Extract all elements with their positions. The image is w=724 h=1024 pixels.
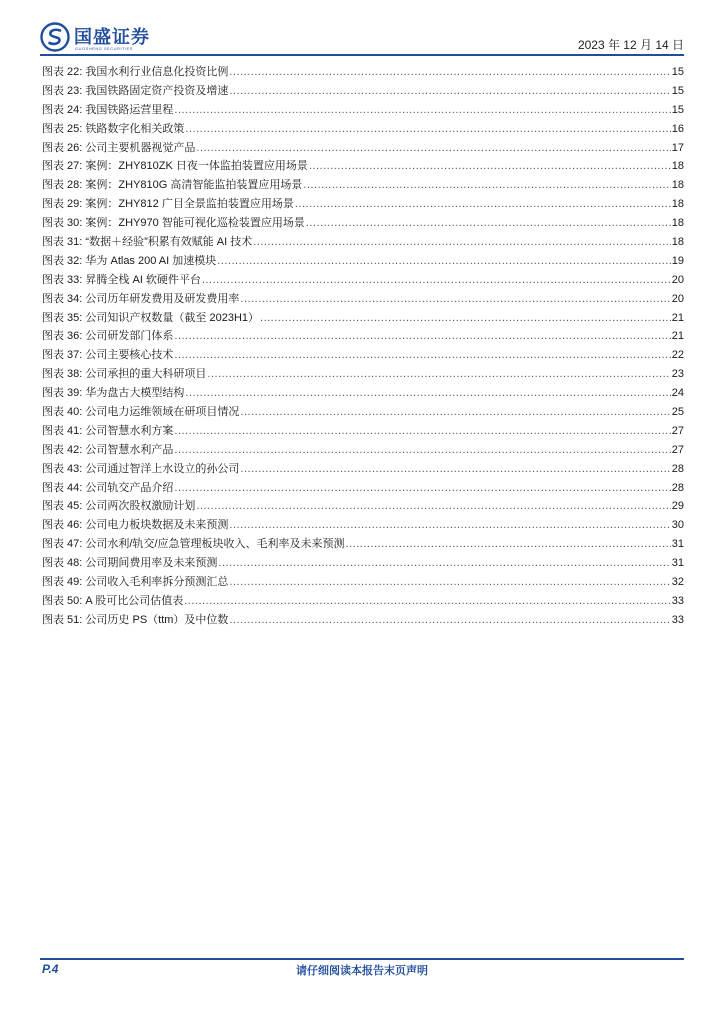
figure-label: 图表 45:	[42, 500, 83, 513]
figure-page-number: 15	[671, 66, 684, 78]
dot-leader	[185, 384, 670, 403]
toc-entry[interactable]	[42, 157, 684, 176]
figure-label: 图表 44:	[42, 481, 83, 494]
figure-title: 我国水利行业信息化投资比例	[85, 66, 229, 78]
toc-entry[interactable]	[42, 422, 684, 441]
figure-page-number: 15	[671, 103, 684, 116]
dot-leader	[229, 611, 670, 630]
dot-leader	[174, 346, 670, 365]
toc-entry[interactable]	[42, 327, 684, 346]
dot-leader	[174, 327, 670, 346]
figure-title: 案例：ZHY812 广目全景监拍装置应用场景	[85, 198, 294, 211]
figure-page-number: 33	[671, 594, 684, 607]
figure-page-number: 22	[671, 349, 684, 362]
figure-page-number: 24	[671, 387, 684, 400]
toc-entry[interactable]	[42, 516, 684, 535]
dot-leader	[218, 554, 670, 573]
figure-page-number: 18	[671, 198, 684, 211]
figure-page-number: 28	[671, 462, 684, 475]
toc-entry[interactable]	[42, 139, 684, 158]
dot-leader	[202, 271, 671, 290]
brand-name-en: GUOSHENG SECURITIES	[75, 46, 133, 51]
figure-label: 图表 22:	[42, 66, 83, 78]
dot-leader	[303, 176, 670, 195]
dot-leader	[174, 101, 670, 120]
figure-label: 图表 39:	[42, 387, 83, 400]
figure-page-number: 18	[671, 160, 684, 173]
figure-title: 公司两次股权激励计划	[85, 500, 196, 513]
figure-page-number: 29	[671, 500, 684, 513]
figure-title: 华为 Atlas 200 AI 加速模块	[85, 254, 217, 267]
figure-page-number: 27	[671, 443, 684, 456]
toc-entry[interactable]	[42, 176, 684, 195]
dot-leader	[295, 195, 671, 214]
toc-entry[interactable]	[42, 479, 684, 498]
toc-entry[interactable]	[42, 101, 684, 120]
toc-entry[interactable]	[42, 346, 684, 365]
footer-rule	[40, 958, 684, 960]
figure-list	[42, 63, 684, 630]
figure-title: 案例：ZHY810ZK 日夜一体监拍装置应用场景	[85, 160, 308, 173]
dot-leader	[196, 139, 670, 158]
figure-title: 华为盘古大模型结构	[85, 387, 185, 400]
figure-page-number: 15	[671, 84, 684, 97]
figure-page-number: 17	[671, 141, 684, 154]
figure-title: A 股可比公司估值表	[85, 594, 184, 607]
figure-label: 图表 27:	[42, 160, 83, 173]
figure-title: 我国铁路固定资产投资及增速	[85, 84, 229, 97]
figure-label: 图表 40:	[42, 406, 83, 419]
figure-page-number: 20	[671, 292, 684, 305]
figure-page-number: 28	[671, 481, 684, 494]
figure-title: 公司轨交产品介绍	[85, 481, 174, 494]
figure-page-number: 21	[671, 311, 684, 324]
toc-entry[interactable]	[42, 120, 684, 139]
figure-title: 公司电力板块数据及未来预测	[85, 519, 229, 532]
figure-page-number: 32	[671, 576, 684, 589]
figure-title: 公司研发部门体系	[85, 330, 174, 343]
toc-entry[interactable]	[42, 497, 684, 516]
dot-leader	[196, 497, 670, 516]
figure-label: 图表 25:	[42, 122, 83, 135]
figure-label: 图表 33:	[42, 273, 83, 286]
header-rule	[40, 54, 684, 56]
figure-page-number: 21	[671, 330, 684, 343]
figure-page-number: 18	[671, 179, 684, 192]
toc-entry[interactable]	[42, 554, 684, 573]
toc-entry[interactable]	[42, 592, 684, 611]
figure-title: 公司水利/轨交/应急管理板块收入、毛利率及未来预测	[85, 538, 345, 551]
toc-entry[interactable]	[42, 195, 684, 214]
dot-leader	[240, 403, 670, 422]
toc-entry[interactable]	[42, 271, 684, 290]
brand-logo	[40, 22, 160, 52]
toc-entry[interactable]	[42, 252, 684, 271]
figure-label: 图表 50:	[42, 594, 83, 607]
toc-entry[interactable]	[42, 233, 684, 252]
figure-label: 图表 49:	[42, 576, 83, 589]
figure-label: 图表 42:	[42, 443, 83, 456]
toc-entry[interactable]	[42, 63, 684, 82]
dot-leader	[306, 214, 671, 233]
figure-label: 图表 36:	[42, 330, 83, 343]
toc-entry[interactable]	[42, 290, 684, 309]
dot-leader	[229, 82, 670, 101]
toc-entry[interactable]	[42, 460, 684, 479]
dot-leader	[207, 365, 670, 384]
figure-label: 图表 32:	[42, 254, 83, 267]
dot-leader	[185, 120, 670, 139]
toc-entry[interactable]	[42, 384, 684, 403]
figure-title: 我国铁路运营里程	[85, 103, 174, 116]
brand-name: 国盛证券	[74, 27, 150, 47]
guosheng-logo-icon	[40, 22, 70, 52]
toc-entry[interactable]	[42, 441, 684, 460]
figure-page-number: 16	[671, 122, 684, 135]
figure-title: 公司主要机器视觉产品	[85, 141, 196, 154]
figure-label: 图表 41:	[42, 424, 83, 437]
toc-entry[interactable]	[42, 573, 684, 592]
figure-title: 公司主要核心技术	[85, 349, 174, 362]
toc-entry[interactable]	[42, 403, 684, 422]
figure-title: 公司期间费用率及未来预测	[85, 557, 218, 570]
figure-label: 图表 51:	[42, 613, 83, 626]
figure-label: 图表 38:	[42, 368, 83, 381]
figure-page-number: 31	[671, 557, 684, 570]
dot-leader	[174, 441, 670, 460]
figure-page-number: 31	[671, 538, 684, 551]
figure-label: 图表 46:	[42, 519, 83, 532]
figure-page-number: 19	[671, 254, 684, 267]
dot-leader	[346, 535, 671, 554]
dot-leader	[240, 460, 670, 479]
figure-title: 昇腾全栈 AI 软硬件平台	[85, 273, 201, 286]
disclaimer-note: 请仔细阅读本报告末页声明	[296, 965, 428, 977]
figure-page-number: 18	[671, 236, 684, 249]
dot-leader	[260, 309, 671, 328]
dot-leader	[174, 422, 670, 441]
toc-entry[interactable]	[42, 611, 684, 630]
figure-title: 公司收入毛利率拆分预测汇总	[85, 576, 229, 589]
dot-leader	[229, 573, 670, 592]
figure-label: 图表 34:	[42, 292, 83, 305]
figure-title: 案例：ZHY810G 高清智能监拍装置应用场景	[85, 179, 303, 192]
toc-entry[interactable]	[42, 365, 684, 384]
figure-label: 图表 31:	[42, 236, 83, 249]
page-number: P.4	[42, 962, 59, 976]
dot-leader	[174, 479, 670, 498]
figure-title: 公司历史 PS（ttm）及中位数	[85, 613, 229, 626]
figure-title: 公司通过智洋上水设立的孙公司	[85, 462, 240, 475]
dot-leader	[309, 157, 671, 176]
figure-label: 图表 29:	[42, 198, 83, 211]
figure-title: “数据＋经验”积累有效赋能 AI 技术	[85, 236, 253, 249]
toc-entry[interactable]	[42, 214, 684, 233]
figure-label: 图表 28:	[42, 179, 83, 192]
dot-leader	[229, 63, 670, 82]
figure-label: 图表 35:	[42, 311, 83, 324]
figure-title: 公司智慧水利方案	[85, 424, 174, 437]
figure-label: 图表 47:	[42, 538, 83, 551]
figure-title: 公司知识产权数量（截至 2023H1）	[85, 311, 260, 324]
dot-leader	[184, 592, 671, 611]
figure-label: 图表 26:	[42, 141, 83, 154]
toc-entry[interactable]	[42, 82, 684, 101]
figure-page-number: 33	[671, 613, 684, 626]
figure-page-number: 25	[671, 406, 684, 419]
dot-leader	[240, 290, 670, 309]
figure-label: 图表 23:	[42, 84, 83, 97]
figure-title: 案例：ZHY970 智能可视化巡检装置应用场景	[85, 217, 305, 230]
toc-entry[interactable]	[42, 309, 684, 328]
figure-label: 图表 48:	[42, 557, 83, 570]
dot-leader	[217, 252, 671, 271]
figure-page-number: 23	[671, 368, 684, 381]
figure-label: 图表 30:	[42, 217, 83, 230]
figure-title: 公司电力运维领域在研项目情况	[85, 406, 240, 419]
figure-label: 图表 37:	[42, 349, 83, 362]
figure-page-number: 20	[671, 273, 684, 286]
report-date: 2023 年 12 月 14 日	[577, 38, 684, 52]
figure-title: 铁路数字化相关政策	[85, 122, 185, 135]
figure-page-number: 27	[671, 424, 684, 437]
figure-label: 图表 43:	[42, 462, 83, 475]
figure-label: 图表 24:	[42, 103, 83, 116]
figure-title: 公司智慧水利产品	[85, 443, 174, 456]
figure-title: 公司承担的重大科研项目	[85, 368, 207, 381]
dot-leader	[253, 233, 670, 252]
dot-leader	[229, 516, 670, 535]
figure-title: 公司历年研发费用及研发费用率	[85, 292, 240, 305]
toc-entry[interactable]	[42, 535, 684, 554]
figure-page-number: 18	[671, 217, 684, 230]
figure-page-number: 30	[671, 519, 684, 532]
